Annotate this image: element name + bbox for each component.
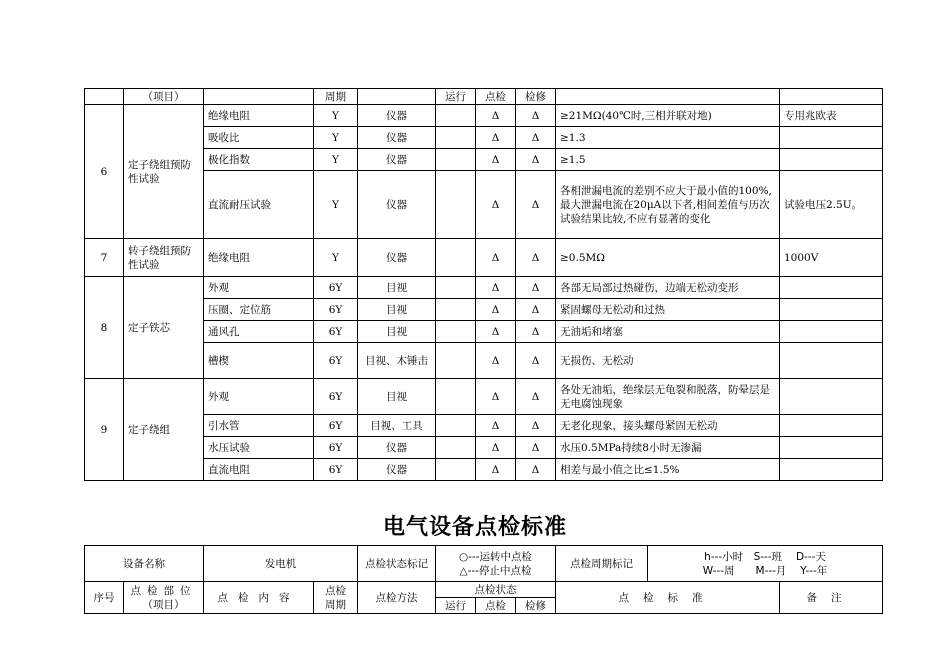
inspection-method: 仪器 [358,149,436,171]
status-running [436,343,476,379]
inspection-content: 绝缘电阻 [204,239,314,277]
inspection-part: 定子铁芯 [124,277,204,379]
status-inspect: Δ [476,299,516,321]
cycle-mark-legend [648,546,883,582]
table-row [85,321,883,343]
inspection-method: 仪器 [358,127,436,149]
inspection-method: 目视、工具 [358,415,436,437]
inspection-standard: 无损伤、无松动 [556,343,780,379]
table-row [85,437,883,459]
status-inspect: Δ [476,171,516,239]
cycle-mark-label: 点检周期标记 [556,546,648,582]
col-running-header: 运行 [436,598,476,614]
col-cycle-line2: 周期 [325,598,346,611]
inspection-table [84,88,883,481]
inspection-method: 目视 [358,299,436,321]
status-running [436,379,476,415]
inspection-cycle: 6Y [314,437,358,459]
status-inspect: Δ [476,459,516,481]
status-repair: Δ [516,277,556,299]
inspection-remark [780,459,883,481]
inspection-content: 压圈、定位筋 [204,299,314,321]
page-title: 电气设备点检标准 [382,515,567,540]
inspection-cycle: 6Y [314,459,358,481]
table-row [85,415,883,437]
inspection-standard: 水压0.5MPa持续8小时无渗漏 [556,437,780,459]
inspection-remark [780,343,883,379]
inspection-remark [780,437,883,459]
table-row [85,239,883,277]
inspection-content: 水压试验 [204,437,314,459]
status-inspect: Δ [476,415,516,437]
col-remark-header: 备注 [780,582,883,614]
inspection-method: 仪器 [358,105,436,127]
col-standard-header: 点检标准 [556,582,780,614]
status-running [436,321,476,343]
inspection-content: 极化指数 [204,149,314,171]
table-row [85,127,883,149]
table-row [85,149,883,171]
table-row [85,459,883,481]
col-part-sub-label: （项目） [142,598,185,611]
inspection-cycle: Y [314,171,358,239]
inspection-remark: 试验电压2.5U。 [780,171,883,239]
cycle-mark-line1: h---小时 S---班 D---天 [704,550,826,563]
inspection-cycle: 6Y [314,343,358,379]
status-repair: Δ [516,299,556,321]
inspection-remark: 专用兆欧表 [780,105,883,127]
row-number: 9 [85,379,124,481]
col-status-header: 点检状态 [436,582,556,598]
header-remark-cell [780,89,883,105]
form-header-table [84,545,883,614]
inspection-method: 目视 [358,321,436,343]
status-repair: Δ [516,149,556,171]
status-inspect: Δ [476,379,516,415]
inspection-content: 引水管 [204,415,314,437]
status-mark-label: 点检状态标记 [358,546,436,582]
equipment-name-value: 发电机 [204,546,358,582]
inspection-standard: 紧固螺母无松动和过热 [556,299,780,321]
inspection-cycle: 6Y [314,321,358,343]
col-no-header: 序号 [85,582,124,614]
status-running [436,105,476,127]
inspection-remark [780,379,883,415]
status-running [436,149,476,171]
col-part-header [124,582,204,614]
inspection-standard: 各部无局部过热碰伤，边端无松动变形 [556,277,780,299]
status-inspect: Δ [476,343,516,379]
inspection-standard: 无老化现象，接头螺母紧固无松动 [556,415,780,437]
inspection-cycle: 6Y [314,379,358,415]
inspection-part: 定子绕组预防性试验 [124,105,204,239]
inspection-method: 目视 [358,379,436,415]
status-repair: Δ [516,415,556,437]
col-repair-header: 检修 [516,598,556,614]
inspection-method: 仪器 [358,459,436,481]
inspection-standard: 相差与最小值之比≤1.5% [556,459,780,481]
inspection-part: 定子绕组 [124,379,204,481]
status-running [436,437,476,459]
status-repair: Δ [516,239,556,277]
inspection-standard: 各处无油垢，绝缘层无龟裂和脱落，防晕层是无电腐蚀现象 [556,379,780,415]
status-repair: Δ [516,437,556,459]
status-repair: Δ [516,127,556,149]
inspection-cycle: 6Y [314,299,358,321]
inspection-method: 目视 [358,277,436,299]
inspection-standard: 无油垢和堵塞 [556,321,780,343]
inspection-remark [780,415,883,437]
status-repair: Δ [516,321,556,343]
status-repair: Δ [516,459,556,481]
inspection-cycle: 6Y [314,277,358,299]
inspection-remark [780,149,883,171]
col-cycle-line1: 点检 [325,584,346,597]
col-method-header: 点检方法 [358,582,436,614]
inspection-method: 仪器 [358,437,436,459]
table-row [85,343,883,379]
inspection-method: 目视、木锤击 [358,343,436,379]
status-repair: Δ [516,379,556,415]
status-inspect: Δ [476,127,516,149]
inspection-cycle: Y [314,105,358,127]
header-content-cell [204,89,314,105]
table-row [85,379,883,415]
status-running [436,127,476,149]
inspection-content: 直流耐压试验 [204,171,314,239]
inspection-method: 仪器 [358,171,436,239]
header-repair: 检修 [516,89,556,105]
inspection-remark [780,299,883,321]
header-method-cell [358,89,436,105]
status-inspect: Δ [476,239,516,277]
row-number: 7 [85,239,124,277]
header-no-cell [85,89,124,105]
status-repair: Δ [516,343,556,379]
inspection-content: 槽楔 [204,343,314,379]
status-repair: Δ [516,171,556,239]
inspection-cycle: Y [314,239,358,277]
status-running [436,277,476,299]
status-inspect: Δ [476,105,516,127]
status-inspect: Δ [476,321,516,343]
cycle-mark-line2: W---周 M---月 Y---年 [702,564,828,577]
inspection-remark [780,321,883,343]
header-inspect: 点检 [476,89,516,105]
inspection-content: 吸收比 [204,127,314,149]
header-running: 运行 [436,89,476,105]
status-inspect: Δ [476,149,516,171]
status-mark-stopped: △---停止中点检 [459,564,532,577]
status-running [436,459,476,481]
equipment-name-label: 设备名称 [85,546,204,582]
col-inspect-header: 点检 [476,598,516,614]
table-row [85,171,883,239]
inspection-cycle: 6Y [314,415,358,437]
inspection-remark: 1000V [780,239,883,277]
col-part-label: 点检部位 [130,584,197,597]
status-running [436,415,476,437]
header-item-label: （项目） [124,89,204,105]
col-cycle-header [314,582,358,614]
inspection-remark [780,277,883,299]
inspection-standard: ≥1.5 [556,149,780,171]
table-row [85,277,883,299]
header-cycle: 周期 [314,89,358,105]
status-inspect: Δ [476,277,516,299]
row-number: 8 [85,277,124,379]
inspection-standard: 各相泄漏电流的差别不应大于最小值的100%,最大泄漏电流在20μA以下者,相间差值与历次试验结果比较,不应有显著的变化 [556,171,780,239]
inspection-cycle: Y [314,149,358,171]
status-repair: Δ [516,105,556,127]
table-row [85,299,883,321]
inspection-cycle: Y [314,127,358,149]
status-inspect: Δ [476,437,516,459]
header-standard-cell [556,89,780,105]
status-running [436,299,476,321]
inspection-method: 仪器 [358,239,436,277]
inspection-content: 外观 [204,277,314,299]
inspection-remark [780,127,883,149]
status-running [436,171,476,239]
col-content-header: 点检内容 [204,582,314,614]
inspection-content: 外观 [204,379,314,415]
row-number: 6 [85,105,124,239]
status-mark-legend [436,546,556,582]
inspection-standard: ≥0.5MΩ [556,239,780,277]
inspection-content: 绝缘电阻 [204,105,314,127]
inspection-standard: ≥21MΩ(40℃时,三相并联对地) [556,105,780,127]
inspection-part: 转子绕组预防性试验 [124,239,204,277]
inspection-standard: ≥1.3 [556,127,780,149]
inspection-content: 通风孔 [204,321,314,343]
status-mark-running: ○---运转中点检 [458,550,533,563]
table-row [85,105,883,127]
inspection-content: 直流电阻 [204,459,314,481]
status-running [436,239,476,277]
